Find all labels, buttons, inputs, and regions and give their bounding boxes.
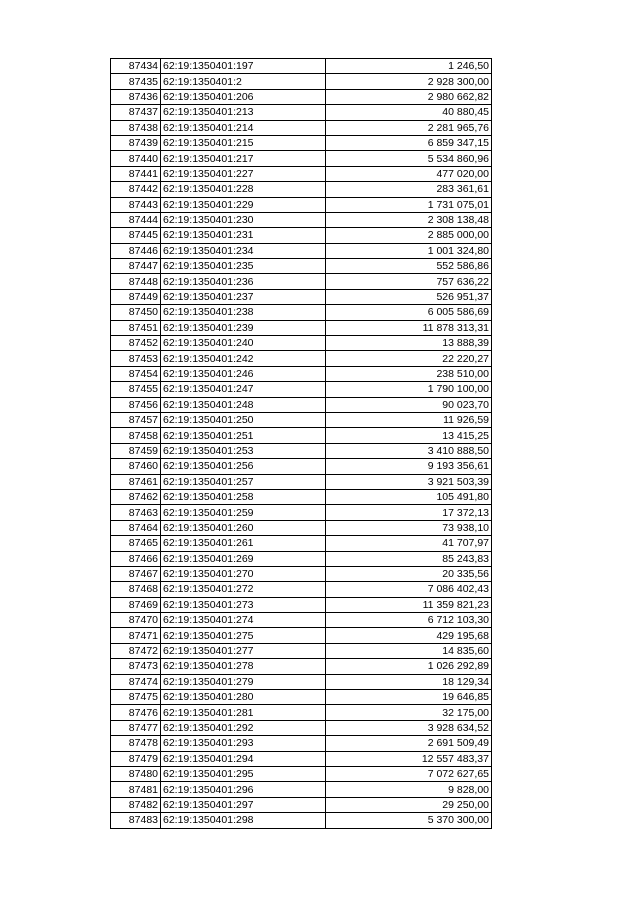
table-row <box>111 305 492 320</box>
table-row <box>111 197 492 212</box>
cadastral-number-cell: 62:19:1350401:242 <box>161 351 326 366</box>
table-row <box>111 382 492 397</box>
table-row <box>111 351 492 366</box>
cadastral-value-cell: 6 712 103,30 <box>326 613 492 628</box>
cadastral-number-cell: 62:19:1350401:261 <box>161 536 326 551</box>
cadastral-value-cell: 757 636,22 <box>326 274 492 289</box>
table-row <box>111 505 492 520</box>
row-number-cell: 87439 <box>111 135 161 150</box>
cadastral-number-cell: 62:19:1350401:281 <box>161 705 326 720</box>
cadastral-value-cell: 3 928 634,52 <box>326 720 492 735</box>
row-number-cell: 87461 <box>111 474 161 489</box>
row-number-cell: 87448 <box>111 274 161 289</box>
cadastral-value-cell: 90 023,70 <box>326 397 492 412</box>
cadastral-number-cell: 62:19:1350401:259 <box>161 505 326 520</box>
cadastral-value-cell: 9 828,00 <box>326 782 492 797</box>
row-number-cell: 87470 <box>111 613 161 628</box>
row-number-cell: 87463 <box>111 505 161 520</box>
row-number-cell: 87457 <box>111 412 161 427</box>
table-row <box>111 120 492 135</box>
cadastral-number-cell: 62:19:1350401:258 <box>161 489 326 504</box>
cadastral-value-cell: 2 691 509,49 <box>326 736 492 751</box>
table-row <box>111 289 492 304</box>
cadastral-number-cell: 62:19:1350401:273 <box>161 597 326 612</box>
row-number-cell: 87445 <box>111 228 161 243</box>
table-row <box>111 320 492 335</box>
table-row <box>111 89 492 104</box>
table-row <box>111 397 492 412</box>
cadastral-value-cell: 283 361,61 <box>326 182 492 197</box>
cadastral-value-cell: 1 001 324,80 <box>326 243 492 258</box>
cadastral-value-cell: 7 086 402,43 <box>326 582 492 597</box>
row-number-cell: 87479 <box>111 751 161 766</box>
cadastral-number-cell: 62:19:1350401:237 <box>161 289 326 304</box>
row-number-cell: 87458 <box>111 428 161 443</box>
row-number-cell: 87440 <box>111 151 161 166</box>
table-row <box>111 259 492 274</box>
cadastral-value-cell: 552 586,86 <box>326 259 492 274</box>
cadastral-number-cell: 62:19:1350401:227 <box>161 166 326 181</box>
cadastral-value-cell: 6 859 347,15 <box>326 135 492 150</box>
cadastral-number-cell: 62:19:1350401:197 <box>161 59 326 74</box>
cadastral-number-cell: 62:19:1350401:279 <box>161 674 326 689</box>
row-number-cell: 87468 <box>111 582 161 597</box>
cadastral-value-cell: 9 193 356,61 <box>326 459 492 474</box>
table-body <box>111 59 492 829</box>
cadastral-value-cell: 20 335,56 <box>326 566 492 581</box>
row-number-cell: 87483 <box>111 813 161 828</box>
cadastral-number-cell: 62:19:1350401:231 <box>161 228 326 243</box>
table-row <box>111 597 492 612</box>
cadastral-number-cell: 62:19:1350401:2 <box>161 74 326 89</box>
row-number-cell: 87453 <box>111 351 161 366</box>
cadastral-number-cell: 62:19:1350401:248 <box>161 397 326 412</box>
table-row <box>111 813 492 828</box>
row-number-cell: 87443 <box>111 197 161 212</box>
cadastral-value-cell: 11 926,59 <box>326 412 492 427</box>
table-row <box>111 412 492 427</box>
cadastral-number-cell: 62:19:1350401:272 <box>161 582 326 597</box>
cadastral-number-cell: 62:19:1350401:253 <box>161 443 326 458</box>
cadastral-number-cell: 62:19:1350401:260 <box>161 520 326 535</box>
row-number-cell: 87452 <box>111 336 161 351</box>
cadastral-number-cell: 62:19:1350401:278 <box>161 659 326 674</box>
row-number-cell: 87454 <box>111 366 161 381</box>
row-number-cell: 87438 <box>111 120 161 135</box>
cadastral-number-cell: 62:19:1350401:270 <box>161 566 326 581</box>
table-row <box>111 274 492 289</box>
cadastral-value-cell: 105 491,80 <box>326 489 492 504</box>
cadastral-number-cell: 62:19:1350401:294 <box>161 751 326 766</box>
cadastral-value-cell: 1 246,50 <box>326 59 492 74</box>
cadastral-value-cell: 19 646,85 <box>326 690 492 705</box>
table-row <box>111 489 492 504</box>
row-number-cell: 87476 <box>111 705 161 720</box>
table-row <box>111 428 492 443</box>
cadastral-number-cell: 62:19:1350401:295 <box>161 766 326 781</box>
row-number-cell: 87446 <box>111 243 161 258</box>
cadastral-number-cell: 62:19:1350401:280 <box>161 690 326 705</box>
table-row <box>111 182 492 197</box>
table-row <box>111 720 492 735</box>
row-number-cell: 87469 <box>111 597 161 612</box>
cadastral-value-cell: 2 928 300,00 <box>326 74 492 89</box>
cadastral-value-cell: 29 250,00 <box>326 797 492 812</box>
row-number-cell: 87481 <box>111 782 161 797</box>
row-number-cell: 87464 <box>111 520 161 535</box>
cadastral-number-cell: 62:19:1350401:236 <box>161 274 326 289</box>
cadastral-number-cell: 62:19:1350401:215 <box>161 135 326 150</box>
row-number-cell: 87466 <box>111 551 161 566</box>
cadastral-value-cell: 477 020,00 <box>326 166 492 181</box>
row-number-cell: 87434 <box>111 59 161 74</box>
cadastral-value-cell: 73 938,10 <box>326 520 492 535</box>
table-row <box>111 705 492 720</box>
cadastral-value-cell: 12 557 483,37 <box>326 751 492 766</box>
table-row <box>111 551 492 566</box>
table-row <box>111 736 492 751</box>
cadastral-value-cell: 85 243,83 <box>326 551 492 566</box>
cadastral-number-cell: 62:19:1350401:250 <box>161 412 326 427</box>
table-row <box>111 105 492 120</box>
cadastral-value-cell: 2 281 965,76 <box>326 120 492 135</box>
row-number-cell: 87477 <box>111 720 161 735</box>
cadastral-value-cell: 14 835,60 <box>326 643 492 658</box>
cadastral-value-cell: 1 731 075,01 <box>326 197 492 212</box>
cadastral-number-cell: 62:19:1350401:246 <box>161 366 326 381</box>
row-number-cell: 87471 <box>111 628 161 643</box>
table-row <box>111 782 492 797</box>
row-number-cell: 87467 <box>111 566 161 581</box>
table-row <box>111 212 492 227</box>
cadastral-value-cell: 238 510,00 <box>326 366 492 381</box>
cadastral-number-cell: 62:19:1350401:229 <box>161 197 326 212</box>
cadastral-number-cell: 62:19:1350401:257 <box>161 474 326 489</box>
row-number-cell: 87480 <box>111 766 161 781</box>
cadastral-value-cell: 41 707,97 <box>326 536 492 551</box>
cadastral-value-cell: 40 880,45 <box>326 105 492 120</box>
row-number-cell: 87474 <box>111 674 161 689</box>
cadastral-number-cell: 62:19:1350401:247 <box>161 382 326 397</box>
cadastral-number-cell: 62:19:1350401:234 <box>161 243 326 258</box>
row-number-cell: 87459 <box>111 443 161 458</box>
cadastral-value-cell: 7 072 627,65 <box>326 766 492 781</box>
row-number-cell: 87450 <box>111 305 161 320</box>
cadastral-value-cell: 429 195,68 <box>326 628 492 643</box>
cadastral-number-cell: 62:19:1350401:251 <box>161 428 326 443</box>
cadastral-value-table <box>110 58 492 829</box>
cadastral-number-cell: 62:19:1350401:275 <box>161 628 326 643</box>
cadastral-value-cell: 13 415,25 <box>326 428 492 443</box>
cadastral-value-cell: 22 220,27 <box>326 351 492 366</box>
row-number-cell: 87437 <box>111 105 161 120</box>
row-number-cell: 87455 <box>111 382 161 397</box>
table-row <box>111 151 492 166</box>
table-row <box>111 628 492 643</box>
cadastral-value-cell: 13 888,39 <box>326 336 492 351</box>
row-number-cell: 87472 <box>111 643 161 658</box>
cadastral-number-cell: 62:19:1350401:269 <box>161 551 326 566</box>
cadastral-value-cell: 3 921 503,39 <box>326 474 492 489</box>
table-row <box>111 536 492 551</box>
table-row <box>111 797 492 812</box>
row-number-cell: 87462 <box>111 489 161 504</box>
table-row <box>111 766 492 781</box>
cadastral-value-cell: 11 878 313,31 <box>326 320 492 335</box>
table-row <box>111 659 492 674</box>
cadastral-value-cell: 5 370 300,00 <box>326 813 492 828</box>
table-row <box>111 582 492 597</box>
cadastral-number-cell: 62:19:1350401:256 <box>161 459 326 474</box>
table-row <box>111 474 492 489</box>
cadastral-number-cell: 62:19:1350401:293 <box>161 736 326 751</box>
cadastral-number-cell: 62:19:1350401:240 <box>161 336 326 351</box>
row-number-cell: 87451 <box>111 320 161 335</box>
table-row <box>111 520 492 535</box>
table-row <box>111 228 492 243</box>
table-row <box>111 459 492 474</box>
row-number-cell: 87449 <box>111 289 161 304</box>
row-number-cell: 87482 <box>111 797 161 812</box>
cadastral-number-cell: 62:19:1350401:239 <box>161 320 326 335</box>
cadastral-number-cell: 62:19:1350401:238 <box>161 305 326 320</box>
cadastral-number-cell: 62:19:1350401:228 <box>161 182 326 197</box>
cadastral-value-cell: 1 026 292,89 <box>326 659 492 674</box>
cadastral-value-cell: 526 951,37 <box>326 289 492 304</box>
table-row <box>111 643 492 658</box>
cadastral-value-cell: 2 308 138,48 <box>326 212 492 227</box>
cadastral-value-cell: 18 129,34 <box>326 674 492 689</box>
row-number-cell: 87444 <box>111 212 161 227</box>
cadastral-number-cell: 62:19:1350401:217 <box>161 151 326 166</box>
table-row <box>111 366 492 381</box>
table-row <box>111 166 492 181</box>
table-row <box>111 690 492 705</box>
cadastral-number-cell: 62:19:1350401:298 <box>161 813 326 828</box>
row-number-cell: 87473 <box>111 659 161 674</box>
table-row <box>111 135 492 150</box>
row-number-cell: 87465 <box>111 536 161 551</box>
cadastral-number-cell: 62:19:1350401:214 <box>161 120 326 135</box>
cadastral-value-cell: 32 175,00 <box>326 705 492 720</box>
cadastral-value-cell: 1 790 100,00 <box>326 382 492 397</box>
cadastral-number-cell: 62:19:1350401:296 <box>161 782 326 797</box>
row-number-cell: 87435 <box>111 74 161 89</box>
table-row <box>111 751 492 766</box>
row-number-cell: 87447 <box>111 259 161 274</box>
table-row <box>111 243 492 258</box>
table-row <box>111 59 492 74</box>
row-number-cell: 87436 <box>111 89 161 104</box>
cadastral-number-cell: 62:19:1350401:274 <box>161 613 326 628</box>
cadastral-number-cell: 62:19:1350401:277 <box>161 643 326 658</box>
row-number-cell: 87456 <box>111 397 161 412</box>
row-number-cell: 87441 <box>111 166 161 181</box>
cadastral-number-cell: 62:19:1350401:297 <box>161 797 326 812</box>
cadastral-value-cell: 5 534 860,96 <box>326 151 492 166</box>
cadastral-number-cell: 62:19:1350401:213 <box>161 105 326 120</box>
cadastral-number-cell: 62:19:1350401:235 <box>161 259 326 274</box>
cadastral-number-cell: 62:19:1350401:206 <box>161 89 326 104</box>
table-row <box>111 674 492 689</box>
table-row <box>111 443 492 458</box>
cadastral-value-cell: 3 410 888,50 <box>326 443 492 458</box>
table-row <box>111 336 492 351</box>
row-number-cell: 87442 <box>111 182 161 197</box>
cadastral-value-cell: 17 372,13 <box>326 505 492 520</box>
row-number-cell: 87475 <box>111 690 161 705</box>
row-number-cell: 87460 <box>111 459 161 474</box>
cadastral-value-cell: 11 359 821,23 <box>326 597 492 612</box>
cadastral-value-cell: 2 885 000,00 <box>326 228 492 243</box>
cadastral-value-cell: 2 980 662,82 <box>326 89 492 104</box>
table-row <box>111 566 492 581</box>
cadastral-number-cell: 62:19:1350401:292 <box>161 720 326 735</box>
cadastral-number-cell: 62:19:1350401:230 <box>161 212 326 227</box>
table-row <box>111 74 492 89</box>
row-number-cell: 87478 <box>111 736 161 751</box>
table-row <box>111 613 492 628</box>
cadastral-value-cell: 6 005 586,69 <box>326 305 492 320</box>
